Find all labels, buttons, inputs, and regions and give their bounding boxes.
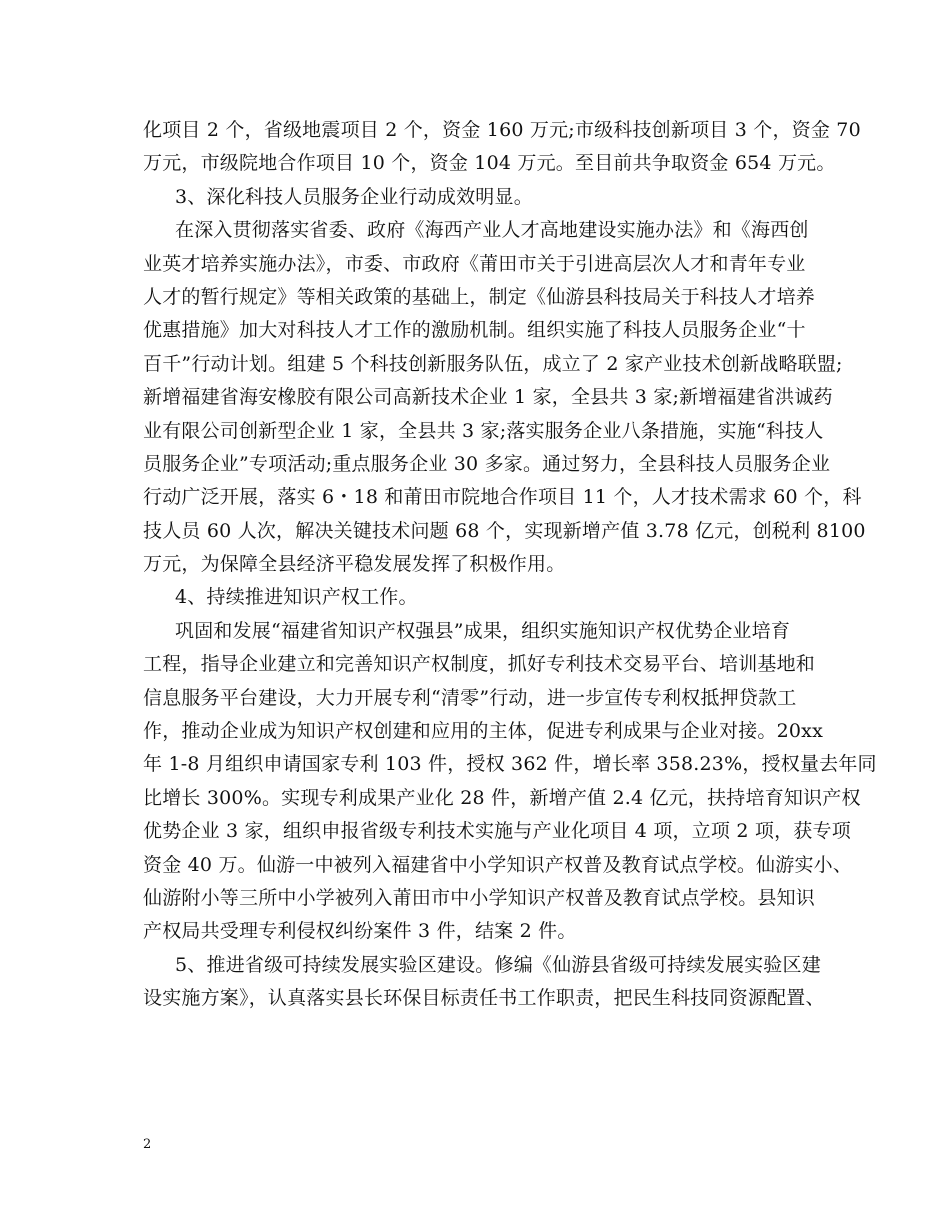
text-line: 比增长 300%。实现专利成果产业化 28 件，新增产值 2.4 亿元，扶持培育知识产权 bbox=[143, 786, 861, 809]
text-line: 3、深化科技人员服务企业行动成效明显。 bbox=[175, 185, 533, 208]
text-line: 行动广泛开展，落实 6・18 和莆田市院地合作项目 11 个，人才技术需求 60 个，科 bbox=[143, 486, 862, 509]
text-line: 新增福建省海安橡胶有限公司高新技术企业 1 家，全县共 3 家;新增福建省洪诚药 bbox=[143, 386, 833, 409]
text-line: 在深入贯彻落实省委、政府《海西产业人才高地建设实施办法》和《海西创 bbox=[175, 219, 809, 242]
body-text bbox=[143, 114, 877, 1016]
text-line: 人才的暂行规定》等相关政策的基础上，制定《仙游县科技局关于科技人才培养 bbox=[143, 285, 816, 308]
text-line: 资金 40 万。仙游一中被列入福建省中小学知识产权普及教育试点学校。仙游实小、 bbox=[143, 853, 853, 876]
text-line: 5、推进省级可持续发展实验区建设。修编《仙游县省级可持续发展实验区建 bbox=[175, 953, 821, 976]
text-line: 技人员 60 人次，解决关键技术问题 68 个，实现新增产值 3.78 亿元，创税利 8100 bbox=[143, 519, 866, 542]
text-line: 作，推动企业成为知识产权创建和应用的主体，促进专利成果与企业对接。20xx bbox=[143, 720, 824, 743]
text-line: 百千”行动计划。组建 5 个科技创新服务队伍，成立了 2 家产业技术创新战略联盟; bbox=[143, 352, 843, 375]
text-line: 4、持续推进知识产权工作。 bbox=[175, 586, 418, 609]
text-line: 业英才培养实施办法》，市委、市政府《莆田市关于引进高层次人才和青年专业 bbox=[143, 252, 806, 275]
text-line: 万元，市级院地合作项目 10 个，资金 104 万元。至目前共争取资金 654 万元。 bbox=[143, 152, 836, 175]
text-line: 优惠措施》加大对科技人才工作的激励机制。组织实施了科技人员服务企业“十 bbox=[143, 319, 806, 342]
text-line: 巩固和发展“福建省知识产权强县”成果，组织实施知识产权优势企业培育 bbox=[175, 619, 791, 642]
page-number: 2 bbox=[143, 1137, 152, 1152]
text-line: 信息服务平台建设，大力开展专利“清零”行动，进一步宣传专利权抵押贷款工 bbox=[143, 686, 797, 709]
text-line: 产权局共受理专利侵权纠纷案件 3 件，结案 2 件。 bbox=[143, 920, 577, 943]
text-line: 优势企业 3 家，组织申报省级专利技术实施与产业化项目 4 项，立项 2 项，获专项 bbox=[143, 820, 851, 843]
text-line: 工程，指导企业建立和完善知识产权制度，抓好专利技术交易平台、培训基地和 bbox=[143, 653, 816, 676]
text-line: 员服务企业”专项活动;重点服务企业 30 多家。通过努力，全县科技人员服务企业 bbox=[143, 452, 831, 475]
text-line: 年 1-8 月组织申请国家专利 103 件，授权 362 件，增长率 358.23%，授权量去年同 bbox=[143, 753, 877, 776]
text-line: 业有限公司创新型企业 1 家，全县共 3 家;落实服务企业八条措施，实施“科技人 bbox=[143, 419, 824, 442]
text-line: 仙游附小等三所中小学被列入莆田市中小学知识产权普及教育试点学校。县知识 bbox=[143, 886, 816, 909]
text-line: 设实施方案》，认真落实县长环保目标责任书工作职责，把民生科技同资源配置、 bbox=[143, 987, 825, 1010]
text-line: 万元，为保障全县经济平稳发展发挥了积极作用。 bbox=[143, 553, 566, 576]
text-line: 化项目 2 个，省级地震项目 2 个，资金 160 万元;市级科技创新项目 3 个，资金 70 bbox=[143, 119, 861, 141]
